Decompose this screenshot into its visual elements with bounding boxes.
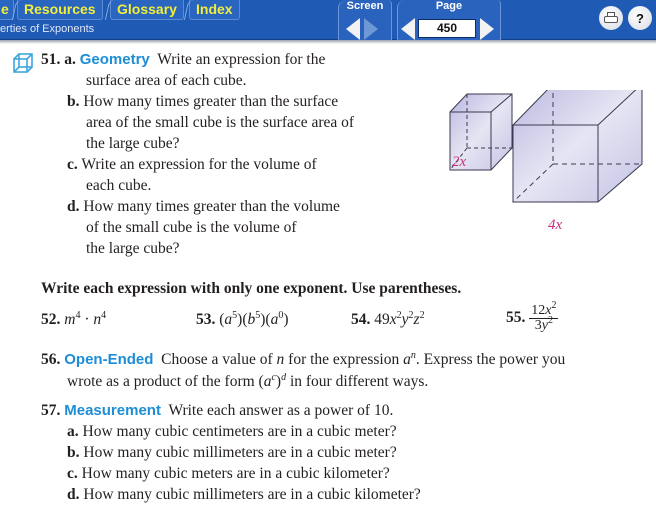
next-page-button[interactable] [480,18,494,40]
chapter-title: erties of Exponents [0,23,95,35]
exercise-number: 54. [351,311,371,328]
exercise-number: 53. [196,311,216,328]
exercise-57 [41,401,393,422]
exercise-57-b: b. How many cubic millimeters are in a cubic meter? [67,444,397,461]
question-text: Write an expression for the [157,51,326,68]
part-letter: a. [64,51,76,68]
question-text: Write each answer as a power of 10. [168,402,394,419]
instructions-heading: Write each expression with only one exponent. Use parentheses. [41,280,462,297]
previous-screen-button[interactable] [346,18,360,40]
question-text: each cube. [86,177,152,194]
base: n [93,311,102,328]
exercise-51-d [67,197,340,218]
question-text: area of the small cube is the surface area of [86,114,355,131]
print-button[interactable] [599,6,623,30]
question-text: Write an expression for the volume of [81,156,317,173]
exercise-56-line-2: wrote as a product of the form $(a^c)^d$ in four different ways. [67,372,429,390]
exponent: 4 [75,310,81,321]
question-text: the large cube? [86,240,180,257]
base: m [64,311,76,328]
exercise-57-d: d. How many cubic millimeters are in a cubic kilometer? [67,486,421,503]
base: b [247,311,256,328]
exercise-51-c [67,155,317,176]
tab-index[interactable]: Index [189,0,240,20]
exponent: 2 [396,310,402,321]
base: x [389,311,397,328]
exercise-51-b [67,92,338,113]
coefficient: 49 [374,311,390,328]
cubes-figure [430,90,650,235]
topic-label: Geometry [79,51,150,68]
fraction [529,300,558,333]
exercise-51-a [41,50,325,71]
exponent: 2 [419,310,425,321]
base: z [413,311,420,328]
exercise-54 [351,310,425,331]
exercise-55 [506,300,558,333]
tab-home[interactable]: e [0,0,14,20]
next-screen-button[interactable] [364,18,378,40]
exponent: 5 [232,310,238,321]
part-letter: c. [67,156,78,173]
exponent: 0 [278,310,284,321]
exercise-number: 55. [506,309,526,327]
question-text: the large cube? [86,135,180,152]
topic-label: Measurement [64,402,161,419]
page-number-input[interactable]: 450 [418,19,476,38]
exercise-number: 56. [41,351,61,368]
large-cube-edge-label: 4x [548,217,563,233]
help-button[interactable] [628,6,652,30]
exercise-number: 52. [41,311,61,328]
exponent: 2 [408,310,414,321]
screen-label: Screen [346,0,384,12]
tab-resources[interactable]: Resources [17,0,103,20]
exercise-53: 53. $(a^5)(b^5)(a^0)$ [196,310,289,328]
toolbar-shadow [0,40,656,44]
page-label: Page [435,0,463,12]
exponent: 4 [101,310,107,321]
topic-label: Open-Ended [64,351,154,368]
numerator: $12x^2$ [531,300,557,318]
exercise-52 [41,310,106,331]
page-navigator [397,0,501,44]
exercise-number: 57. [41,402,61,419]
question-text: surface area of each cube. [86,72,247,89]
base: y [401,311,409,328]
exponent: 5 [255,310,261,321]
base: a [270,311,279,328]
base: a [224,311,233,328]
denominator: $3y^2$ [534,315,553,333]
previous-page-button[interactable] [401,18,415,40]
small-cube-edge-label: 2x [452,154,467,170]
operator: · [80,311,94,328]
part-letter: d. [67,198,80,215]
screen-navigator [338,0,392,44]
exercise-57-c: c. How many cubic meters are in a cubic kilometer? [67,465,390,482]
help-icon: ? [636,10,644,26]
exercise-number: 51. [41,51,61,68]
question-text: How many times greater than the surface [83,93,339,110]
part-letter: b. [67,93,80,110]
exercise-56: 56. Open-Ended Choose a value of n for the expression $a^n$. Express the power you [41,350,566,368]
toolbar [0,0,656,40]
geometry-cube-icon [12,52,34,74]
question-text: How many times greater than the volume [83,198,340,215]
exercise-57-a: a. How many cubic centimeters are in a cubic meter? [67,423,397,440]
printer-icon [604,12,618,24]
tab-glossary[interactable]: Glossary [110,0,184,20]
question-text: of the small cube is the volume of [86,219,297,236]
